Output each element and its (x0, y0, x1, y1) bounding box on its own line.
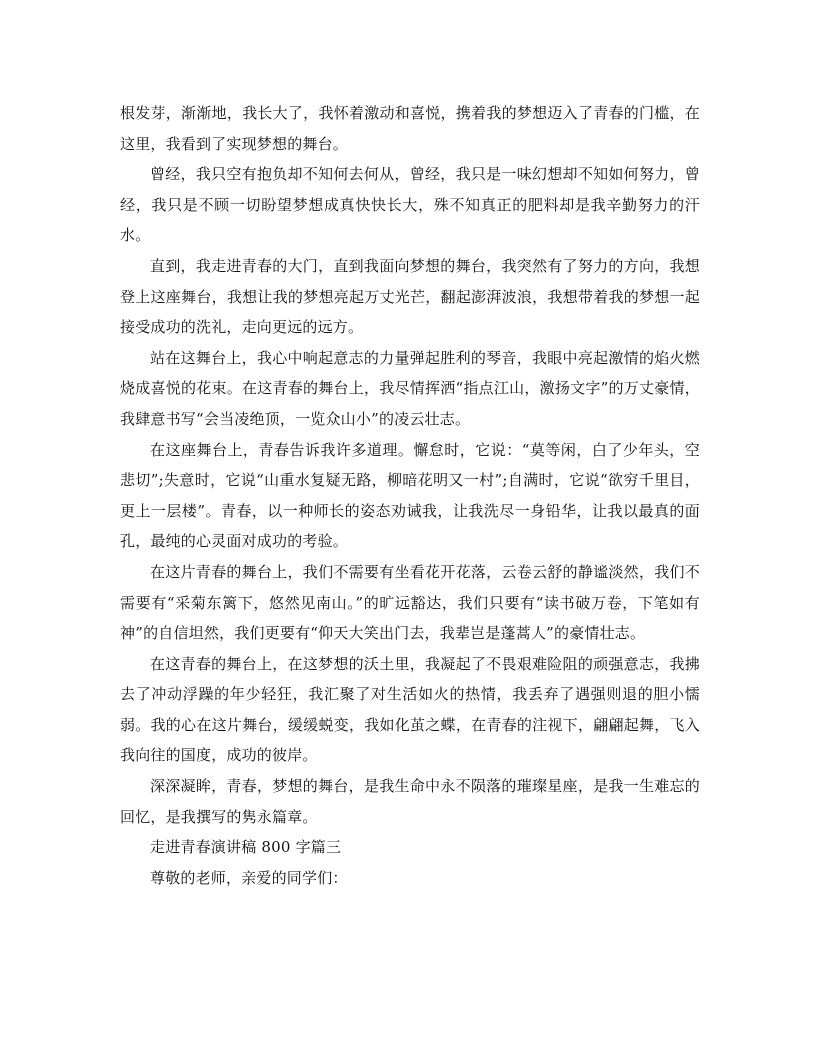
paragraph-conclusion: 深深凝眸，青春，梦想的舞台，是我生命中永不陨落的璀璨星座，是我一生难忘的回忆，是我撰写的隽永篇章。 (120, 777, 700, 826)
paragraph-aspirations: 在这片青春的舞台上，我们不需要有坐看花开花落，云卷云舒的静谧淡然，我们不需要有“采菊东篱下，悠然见南山。”的旷远豁达，我们只要有“读书破万卷，下笔如有神”的自信坦然，我们更要有“仰天大笑出门去，我辈岂是蓬蒿人”的豪情壮志。 (120, 562, 700, 643)
paragraph-entering-youth: 直到，我走进青春的大门，直到我面向梦想的舞台，我突然有了努力的方向，我想登上这座舞台，我想让我的梦想亮起万丈光芒，翻起澎湃波浪，我想带着我的梦想一起接受成功的洗礼，走向更远的远方。 (120, 256, 700, 337)
paragraph-on-stage: 站在这舞台上，我心中响起意志的力量弹起胜利的琴音，我眼中亮起激情的焰火燃烧成喜悦的花束。在这青春的舞台上，我尽情挥洒“指点江山，激扬文字”的万丈豪情，我肆意书写“会当凌绝顶，一览众山小”的凌云壮志。 (120, 348, 700, 428)
paragraph-continuation: 根发芽，渐渐地，我长大了，我怀着激动和喜悦，携着我的梦想迈入了青春的门槛，在这里，我看到了实现梦想的舞台。 (120, 104, 700, 153)
document-page (120, 98, 700, 893)
paragraph-past-ambition: 曾经，我只空有抱负却不知何去何从，曾经，我只是一味幻想却不知如何努力，曾经，我只是不顾一切盼望梦想成真快快长大，殊不知真正的肥料却是我辛勤努力的汗水。 (120, 165, 700, 245)
paragraph-lessons: 在这座舞台上，青春告诉我许多道理。懈怠时，它说：“莫等闲，白了少年头，空悲切”;失意时，它说“山重水复疑无路，柳暗花明又一村”;自满时，它说“欲穷千里目，更上一层楼”。青春，以一种师长的姿态劝诫我，让我洗尽一身铅华，让我以最真的面孔，最纯的心灵面对成功的考验。 (120, 440, 700, 551)
salutation: 尊敬的老师，亲爱的同学们： (150, 868, 348, 887)
paragraph-transformation: 在这青春的舞台上，在这梦想的沃土里，我凝起了不畏艰难险阻的顽强意志，我拂去了冲动浮躁的年少轻狂，我汇聚了对生活如火的热情，我丢弃了遇强则退的胆小懦弱。我的心在这片舞台，缓缓蜕变，我如化茧之蝶，在青春的注视下，翩翩起舞，飞入我向往的国度，成功的彼岸。 (120, 654, 700, 765)
section-heading: 走进青春演讲稿 800 字篇三 (150, 838, 342, 857)
